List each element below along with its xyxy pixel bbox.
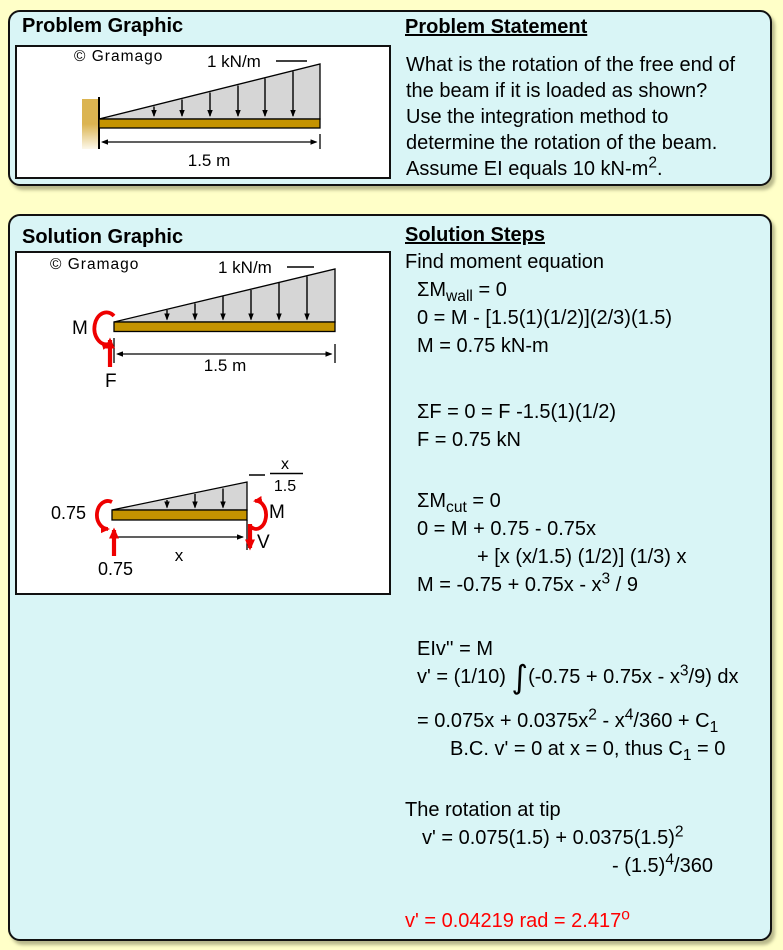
left-moment-arrow xyxy=(97,501,112,529)
solution-panel xyxy=(8,214,772,941)
reaction-force-label: F xyxy=(105,371,117,392)
length-dimension xyxy=(103,134,321,149)
beam xyxy=(112,510,247,520)
problem-graphic-box xyxy=(15,45,391,179)
steps-line: The rotation at tip xyxy=(405,799,561,821)
steps-line: M = 0.75 kN-m xyxy=(417,335,549,357)
steps-line: $\Sigma M_{cut} = 0$ xyxy=(417,490,501,516)
solution-graphic-box xyxy=(15,251,391,595)
solution-steps-title: Solution Steps xyxy=(405,224,545,246)
steps-line: F = 0.75 kN xyxy=(417,429,521,451)
steps-line: 0 = M - [1.5(1)(1/2)](2/3)(1.5) xyxy=(417,307,673,329)
left-moment-label: 0.75 xyxy=(51,503,87,523)
x-dimension-label: x xyxy=(174,546,184,565)
length-label: 1.5 m xyxy=(187,151,231,170)
steps-line: 0 = M + 0.75 - 0.75x xyxy=(417,518,596,540)
cut-moment-arrow xyxy=(251,501,266,529)
triangular-load xyxy=(112,482,247,510)
steps-line: - $(1.5)^4/360$ xyxy=(612,851,713,877)
steps-line: ΣF = 0 = F -1.5(1)(1/2) xyxy=(417,401,617,423)
load-intensity-label: 1 kN/m xyxy=(218,258,272,277)
load-fraction-denominator: 1.5 xyxy=(273,478,297,495)
watermark: © Gramago xyxy=(74,48,164,65)
problem-graphic-title: Problem Graphic xyxy=(22,15,184,37)
steps-line: = $0.075x + 0.0375x^2 - x^4/360 + C_1$ xyxy=(417,706,719,736)
left-force-label: 0.75 xyxy=(98,559,134,579)
wall-support xyxy=(82,99,99,149)
reaction-moment-arrow xyxy=(94,312,114,344)
statement-line: Use the integration method to xyxy=(406,106,669,128)
steps-line: Find moment equation xyxy=(405,251,605,273)
steps-line: $v' = 0.075(1.5) + 0.0375(1.5)^2$ xyxy=(422,823,684,849)
reaction-moment-label: M xyxy=(72,318,88,339)
problem-panel xyxy=(8,10,772,186)
solution-beam-diagrams xyxy=(17,253,385,589)
result-line: v' = 0.04219 rad = $2.417^o$ xyxy=(405,906,630,932)
watermark: © Gramago xyxy=(50,256,140,273)
statement-line: the beam if it is loaded as shown? xyxy=(406,80,708,102)
shear-label: V xyxy=(257,532,270,553)
problem-statement-text xyxy=(406,52,735,182)
load-fraction-numerator: x xyxy=(281,456,289,473)
steps-line: $\Sigma M_{wall} = 0$ xyxy=(417,279,507,305)
fbd-cut-section xyxy=(51,456,303,579)
steps-line: $M = -0.75 + 0.75x - x^3 / 9$ xyxy=(417,570,639,596)
solution-steps-text xyxy=(405,248,777,935)
statement-line: Assume EI equals 10 $kN-m^2$. xyxy=(406,154,663,180)
steps-line: v' = (1/10) $\int(-0.75 + 0.75x - x^3/9)$ dx xyxy=(417,658,739,696)
solution-graphic-title: Solution Graphic xyxy=(22,226,184,248)
problem-statement-title: Problem Statement xyxy=(405,16,588,38)
load-intensity-label: 1 kN/m xyxy=(207,52,261,71)
statement-line: What is the rotation of the free end of xyxy=(406,54,736,76)
length-label: 1.5 m xyxy=(203,356,247,375)
cut-moment-label: M xyxy=(269,502,285,523)
problem-beam-diagram xyxy=(17,47,385,173)
statement-line: determine the rotation of the beam. xyxy=(406,132,718,154)
steps-line: EIv'' = M xyxy=(417,638,493,660)
fbd-whole-beam xyxy=(50,256,335,392)
steps-line: + [x (x/1.5) (1/2)] (1/3) x xyxy=(477,546,687,568)
beam xyxy=(99,119,320,128)
beam xyxy=(114,322,335,332)
steps-line: B.C. v' = 0 at x = 0, thus $C_1 = 0$ xyxy=(450,738,726,764)
